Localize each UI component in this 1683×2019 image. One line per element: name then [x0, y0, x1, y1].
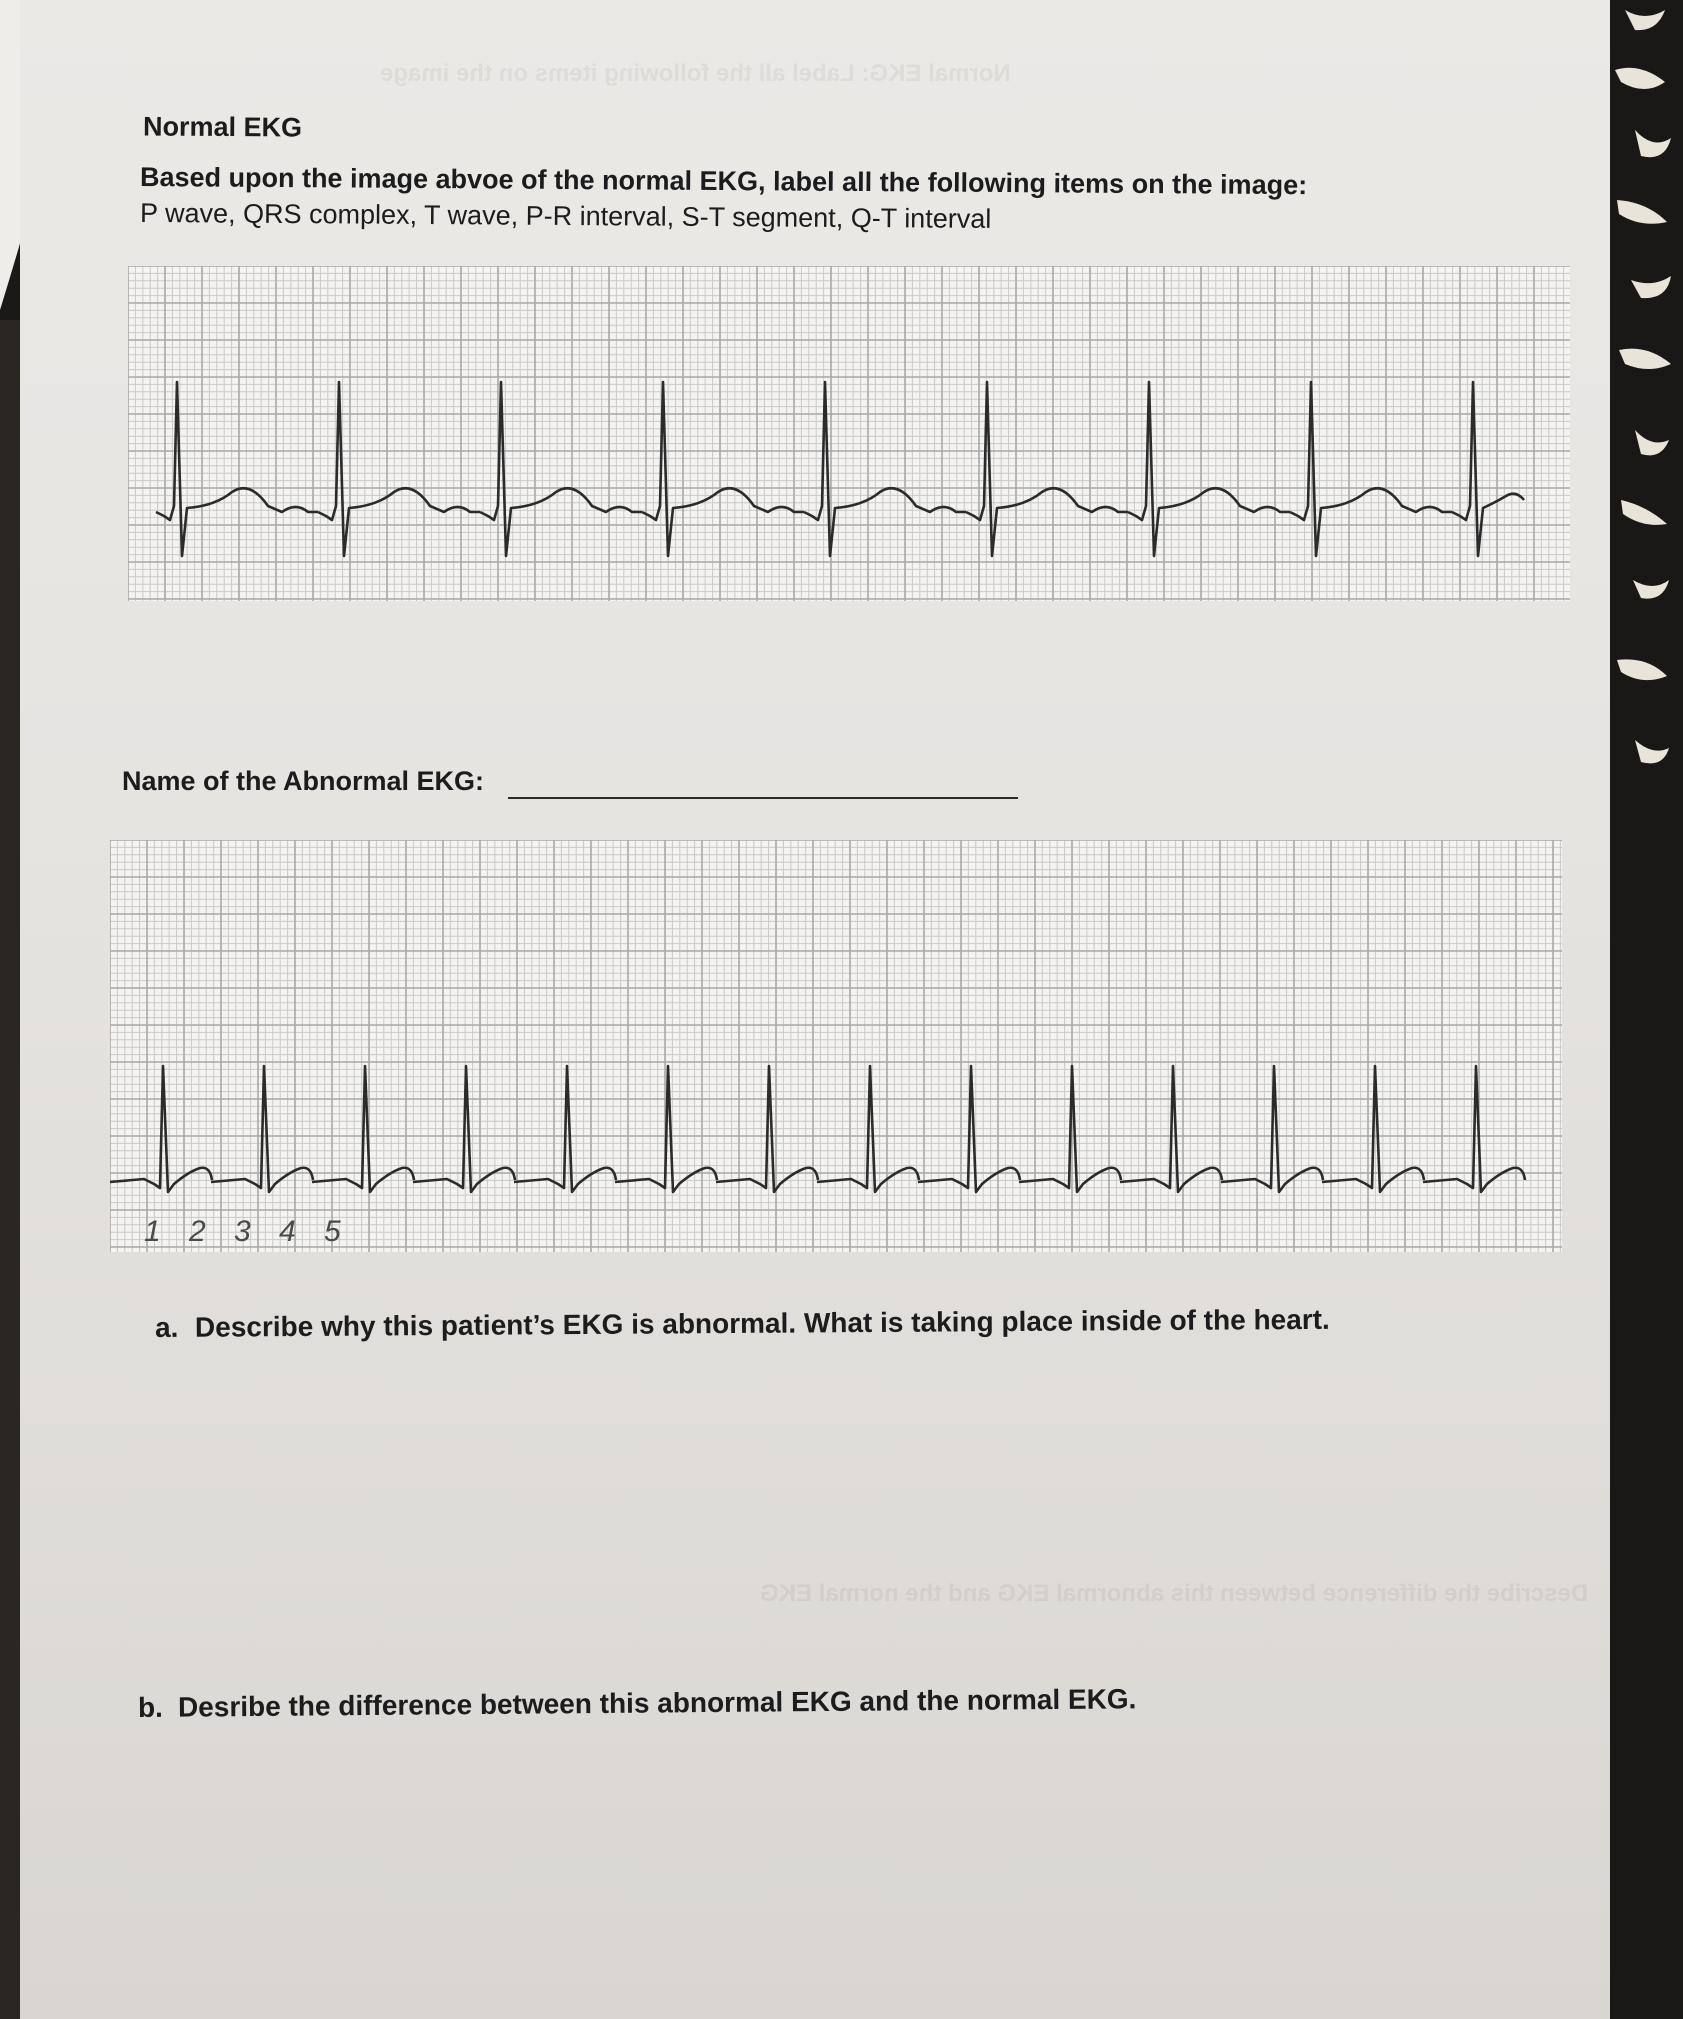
- fabric-background: [1605, 0, 1683, 2019]
- count-mark: 4: [279, 1215, 296, 1248]
- worksheet-title: Normal EKG: [142, 111, 303, 143]
- count-mark: 3: [234, 1215, 251, 1248]
- bleed-through-text: Normal EKG: Label all the following items on the image: [380, 60, 1011, 87]
- normal-ekg-strip: [128, 266, 1570, 601]
- items-to-label: P wave, QRS complex, T wave, P-R interval, S-T segment, Q-T interval: [139, 198, 992, 234]
- question-b-label: b.: [137, 1691, 164, 1723]
- abnormal-ekg-strip: [110, 840, 1562, 1252]
- abnormal-name-label: Name of the Abnormal EKG:: [122, 766, 485, 796]
- question-a-text: Describe why this patient’s EKG is abnormal. What is taking place inside of the heart.: [194, 1303, 1330, 1343]
- question-a-label: a.: [154, 1311, 179, 1343]
- bleed-through-text: Describe the difference between this abnormal EKG and the normal EKG: [760, 1580, 1589, 1607]
- instructions-text: Based upon the image abvoe of the normal EKG, label all the following items on the image:: [139, 162, 1308, 201]
- count-mark: 5: [324, 1215, 341, 1248]
- count-mark: 1: [144, 1215, 161, 1248]
- abnormal-name-input[interactable]: [508, 797, 1018, 799]
- question-b-text: Desribe the difference between this abnormal EKG and the normal EKG.: [177, 1683, 1137, 1723]
- count-mark: 2: [189, 1215, 206, 1248]
